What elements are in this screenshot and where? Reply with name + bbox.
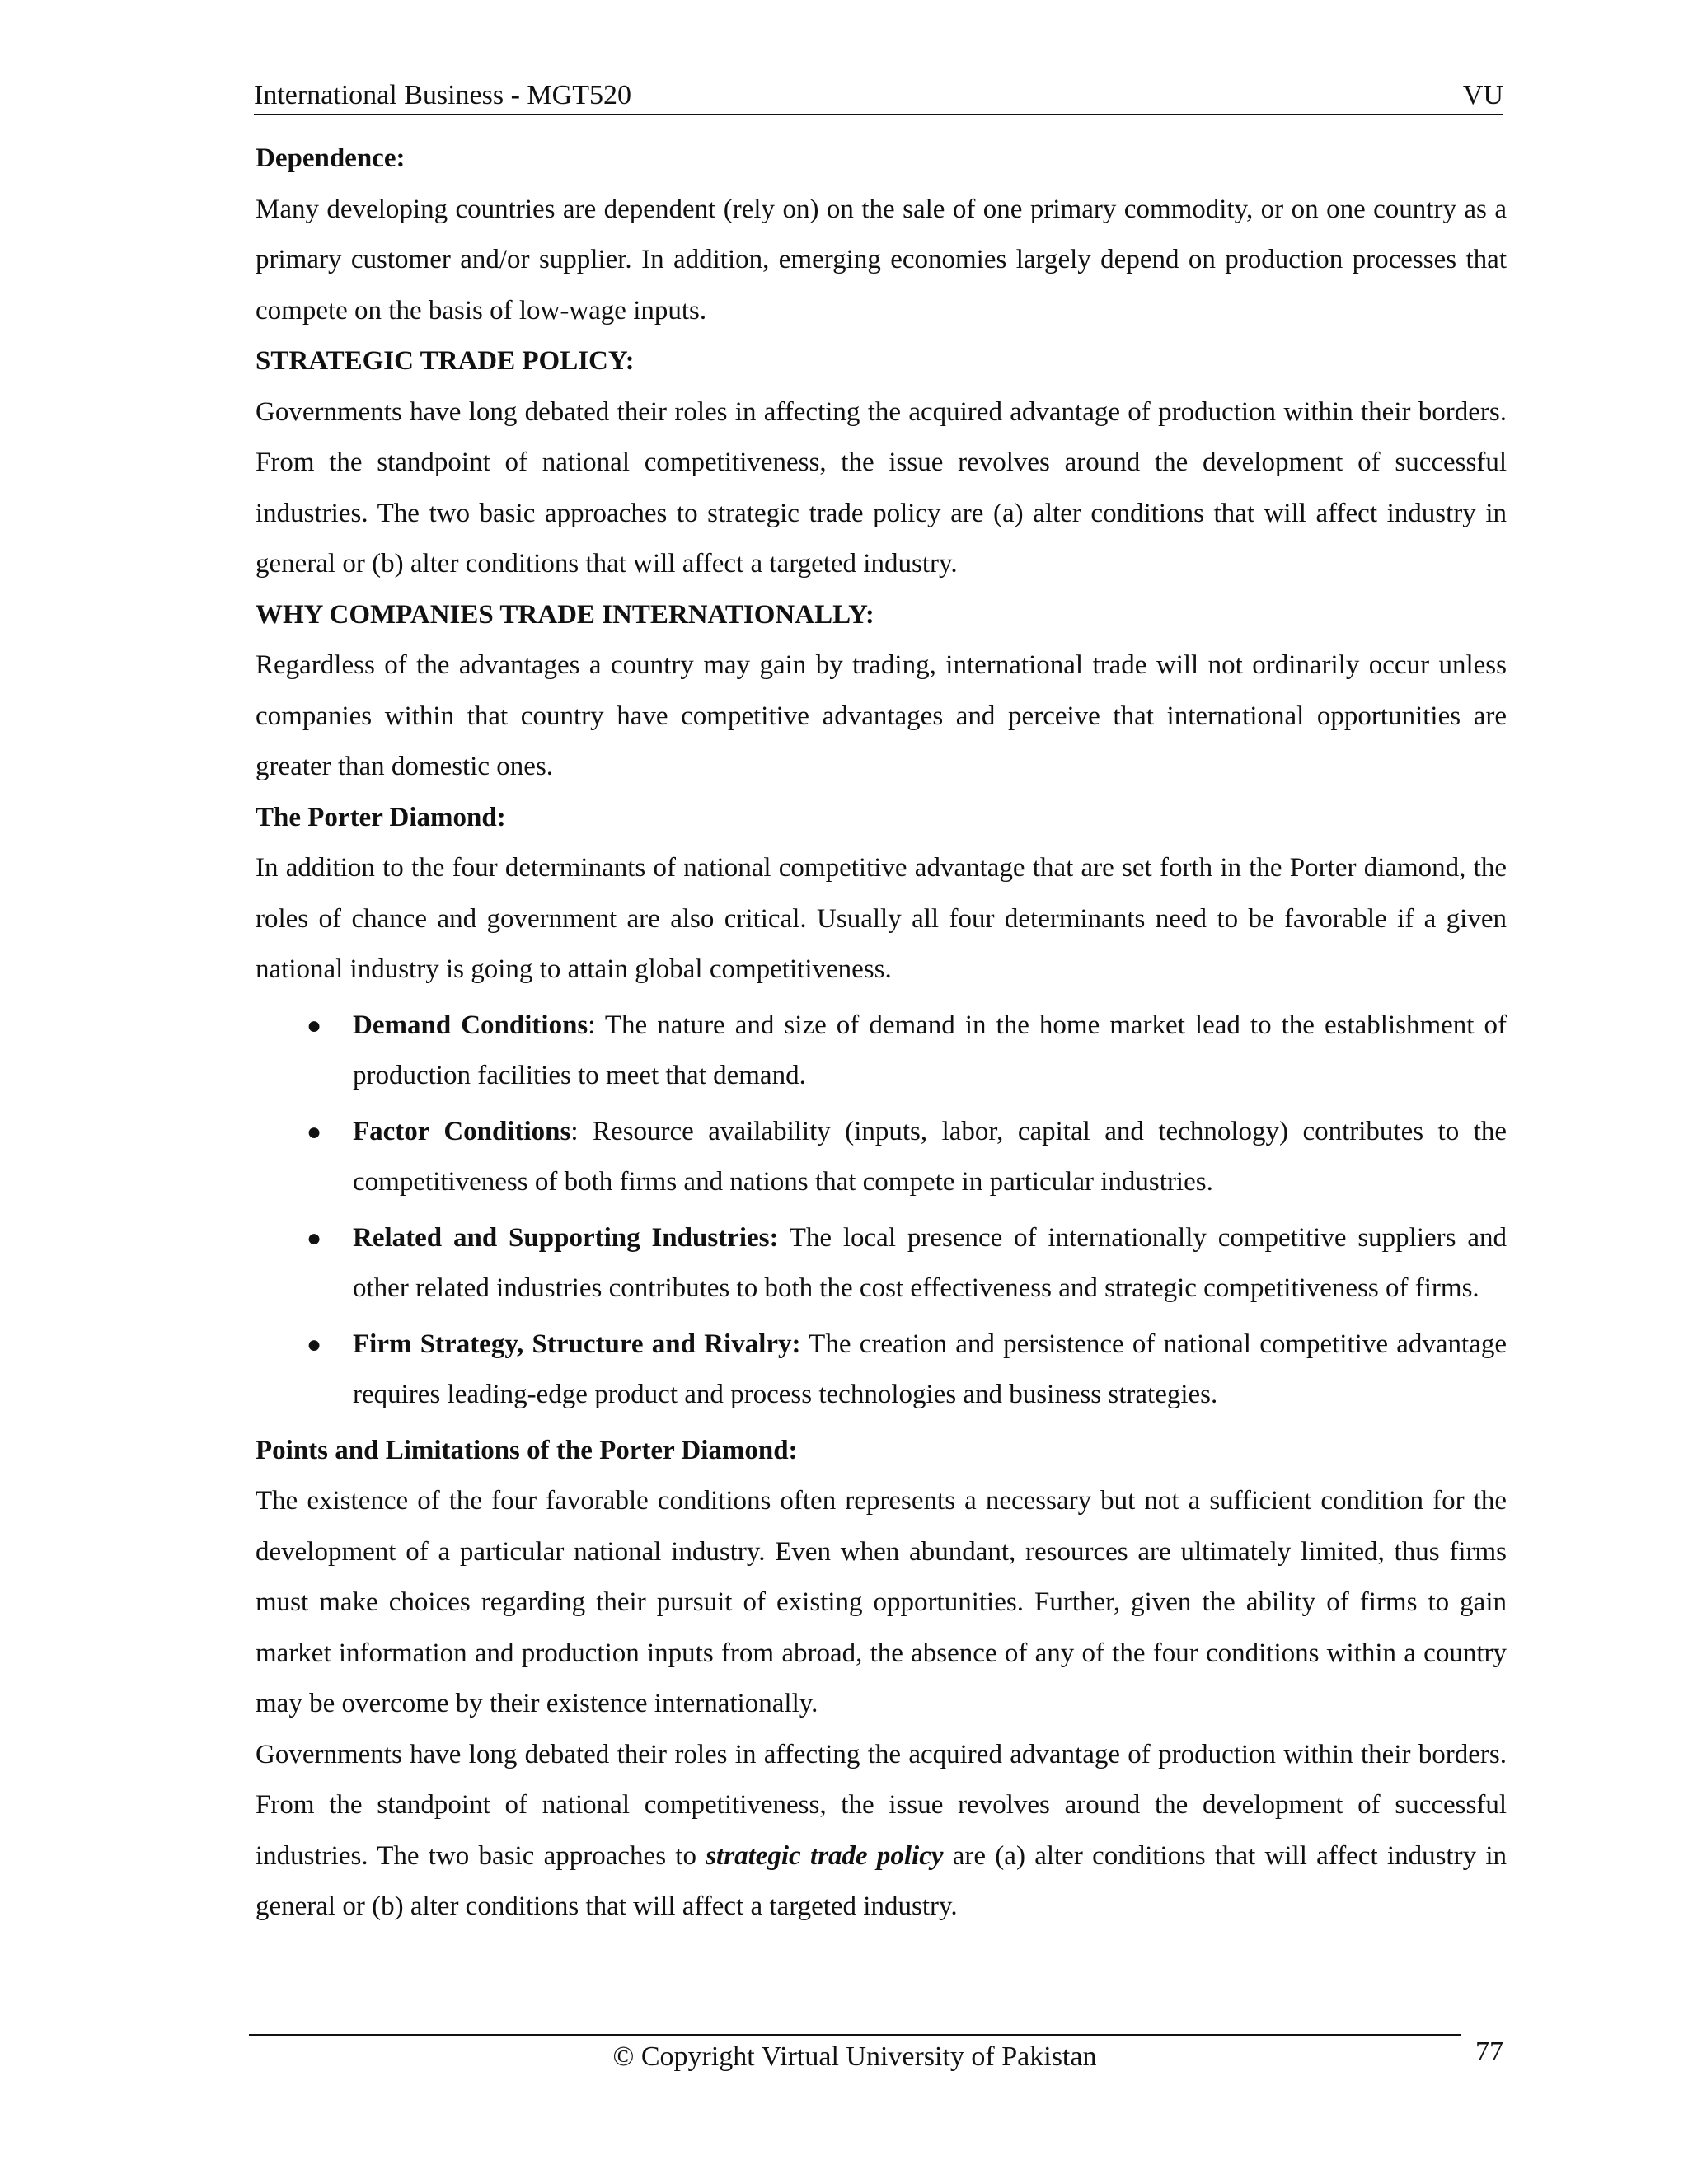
why-companies-trade-heading: WHY COMPANIES TRADE INTERNATIONALLY: [256,599,874,630]
list-item [256,1001,1507,1102]
governments-text-start: Governments have long debated their roles in affecting the acquired advantage of production within their borders. From the standpoint of national competitiveness, the issue revolves around the development of successful industries. The two basic approaches to [256,1739,1507,1871]
bullet-icon: ● [307,1011,322,1039]
bullet-term: Firm Strategy, Structure and Rivalry: [353,1329,801,1359]
strategic-trade-policy-paragraph: Governments have long debated their roles in affecting the acquired advantage of production within their borders. From the standpoint of national competitiveness, the issue revolves around the development of successful industries. The two basic approaches to strategic trade policy are (a) alter conditions that will affect industry in general or (b) alter conditions that will affect a targeted industry. [256,396,1507,579]
bullet-text: The nature and size of demand in the home market lead to the establishment of production facilities to meet that demand. [353,1010,1507,1090]
strategic-trade-policy-emphasis: strategic trade policy [706,1840,944,1871]
bullet-term: Factor Conditions [353,1116,571,1146]
dependence-paragraph: Many developing countries are dependent (rely on) on the sale of one primary commodity, or on one country as a primary customer and/or supplier. In addition, emerging economies largely depend on production processes that compete on the basis of low-wage inputs. [256,194,1507,326]
bullet-icon: ● [307,1224,322,1252]
bullet-icon: ● [307,1118,322,1146]
footer-copyright: © Copyright Virtual University of Pakistan [612,2041,1097,2072]
bullet-text: The creation and persistence of national competitive advantage requires leading-edge product and process technologies and business strategies. [353,1329,1507,1409]
footer-divider [249,2034,1461,2036]
bullet-separator: : [570,1116,579,1146]
porter-diamond-paragraph: In addition to the four determinants of national competitive advantage that are set forth in the Porter diamond, the roles of chance and government are also critical. Usually all four determinants need to be favorable if a given national industry is going to attain global competitiveness. [256,853,1507,984]
porter-diamond-heading: The Porter Diamond: [256,802,506,832]
bullet-separator: : [588,1010,596,1040]
course-title: International Business - MGT520 [254,80,631,110]
determinants-list [256,1001,1507,1421]
bullet-text: Resource availability (inputs, labor, capital and technology) contributes to the competitiveness of both firms and nations that compete in particular industries. [353,1116,1507,1197]
governments-paragraph [256,1730,1507,1933]
strategic-trade-policy-heading: STRATEGIC TRADE POLICY: [256,346,635,376]
list-item [256,1319,1507,1421]
dependence-heading: Dependence: [256,143,406,173]
bullet-icon: ● [307,1330,322,1358]
points-limitations-paragraph: The existence of the four favorable conditions often represents a necessary but not a sufficient condition for the development of a particular national industry. Even when abundant, resources are ultimately limited, thus firms must make choices regarding their pursuit of existing opportunities. Further, given the ability of firms to gain market information and production inputs from abroad, the absence of any of the four conditions within a country may be overcome by their existence internationally. [256,1486,1507,1718]
page-number: 77 [1475,2036,1503,2067]
why-companies-trade-paragraph: Regardless of the advantages a country may gain by trading, international trade will not ordinarily occur unless companies within that country have competitive advantages and perceive that international opportunities are greater than domestic ones. [256,650,1507,781]
points-limitations-heading: Points and Limitations of the Porter Diamond: [256,1435,798,1465]
bullet-text: The local presence of internationally competitive suppliers and other related industries contributes to both the cost effectiveness and strategic competitiveness of firms. [353,1222,1507,1303]
governments-text-end: are (a) alter conditions that will affect industry in general or (b) alter conditions that will affect a targeted industry. [256,1840,1507,1921]
list-item [256,1213,1507,1315]
list-item [256,1107,1507,1208]
institution-abbr: VU [1462,80,1503,110]
page-content [256,134,1507,1933]
page-header [254,77,1503,115]
bullet-term: Related and Supporting Industries: [353,1222,779,1253]
bullet-term: Demand Conditions [353,1010,588,1040]
